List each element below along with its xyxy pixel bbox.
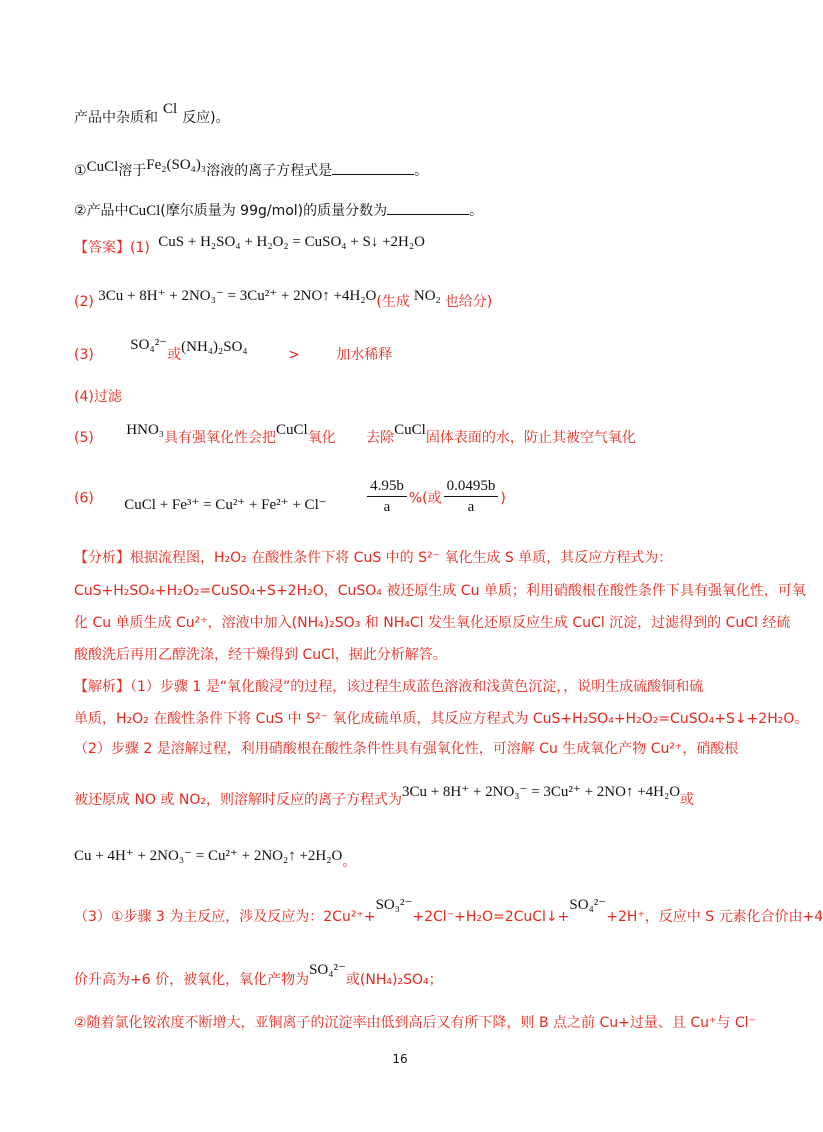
answer-item-2: (2): [74, 294, 94, 310]
explain-line-2: [74, 709, 808, 729]
fraction-1-numerator: 4.95b: [367, 476, 407, 497]
intro-text-a: 产品中杂质和: [74, 110, 158, 126]
intro-line: [74, 101, 230, 128]
explain-text-4b: 或: [680, 792, 695, 808]
note2-b: 也给分): [444, 294, 493, 310]
close-paren: ): [500, 490, 506, 507]
equation-6: CuCl + Fe³⁺ = Cu²⁺ + Fe²⁺ + Cl⁻: [124, 496, 327, 513]
explain-equation-b: Cu + 4H⁺ + 2NO₃⁻ = Cu²⁺ + 2NO₂↑ +2H₂O: [74, 848, 343, 864]
formula-so4-b: SO₄²⁻: [569, 897, 607, 913]
formula-cucl-5b: CuCl: [394, 422, 426, 438]
explain-text-7b: 或(NH₄)₂SO₄；: [345, 972, 443, 988]
explain-equation-a: 3Cu + 8H⁺ + 2NO₃⁻ = 3Cu²⁺ + 2NO↑ +4H₂O: [401, 784, 681, 800]
explain-text-1: （1）步骤 1 是“氧化酸浸”的过程，该过程生成蓝色溶液和浅黄色沉淀，，说明生成硫酸铜和硫: [130, 679, 704, 695]
analysis-line-1: [74, 548, 672, 568]
page-number: 16: [392, 1052, 408, 1066]
t5-d: 固体表面的水，防止其被空气氧化: [425, 430, 636, 446]
q2-text-a: 产品中: [86, 203, 129, 219]
fraction-2: [444, 476, 499, 517]
answer-line-6: [74, 478, 506, 519]
answer-line-1: [74, 234, 425, 258]
q1-text-b: 溶液的离子方程式是: [206, 163, 333, 179]
analysis-line-2: [74, 581, 806, 601]
analysis-label: 【分析】: [74, 550, 130, 566]
formula-fe2so43: Fe₂(SO₄)₃: [146, 157, 207, 173]
answer-item-1: (1): [130, 240, 150, 256]
explain-line-3: [74, 739, 738, 759]
explain-text-4a: 被还原成 NO 或 NO₂，则溶解时反应的离子方程式为: [74, 792, 402, 808]
answer-line-4: [74, 387, 122, 407]
explain-text-3: （2）步骤 2 是溶解过程，利用硝酸根在酸性条件性具有强氧化性，可溶解 Cu 生成氧化产物 Cu²⁺，硝酸根: [74, 741, 739, 757]
t5-a: 具有强氧化性会把: [164, 430, 277, 446]
explain-line-1: [74, 677, 703, 697]
analysis-line-4: [74, 645, 447, 665]
explain-text-6b: +2Cl⁻+H₂O=2CuCl↓+: [412, 909, 570, 925]
formula-cl: Cl: [163, 101, 178, 117]
q1-text-c: 。: [414, 163, 429, 179]
q1-text-a: 溶于: [118, 163, 147, 179]
answer-item-4: (4)过滤: [74, 389, 122, 405]
analysis-text-3: 化 Cu 单质生成 Cu²⁺，溶液中加入(NH₄)₂SO₃ 和 NH₄Cl 发生氧化还原反应生成 CuCl 沉淀，过滤得到的 CuCl 经硫: [74, 615, 791, 631]
equation-1: CuS + H₂SO₄ + H₂O₂ = CuSO₄ + S↓ +2H₂O: [158, 234, 425, 250]
fraction-2-numerator: 0.0495b: [444, 476, 499, 497]
formula-so3: SO₃²⁻: [375, 897, 413, 913]
greater-than: >: [288, 347, 300, 363]
answer-blank-1: [332, 160, 414, 175]
formula-nh4-2so4: (NH₄)₂SO₄: [181, 339, 248, 355]
explain-line-8: [74, 1013, 756, 1033]
formula-cucl-2: CuCl: [128, 203, 161, 219]
formula-so4: SO₄²⁻: [130, 337, 168, 353]
answer-item-3: (3): [74, 347, 94, 363]
formula-cucl-5a: CuCl: [276, 422, 308, 438]
q2-text-c: 。: [469, 203, 484, 219]
t5-c: 去除: [366, 430, 395, 446]
t5-b: 氧化: [307, 430, 336, 446]
analysis-line-3: [74, 613, 790, 633]
q2-circ: ②: [74, 203, 87, 219]
percent-or: %(或: [408, 490, 442, 507]
intro-text-b: 反应)。: [182, 110, 230, 126]
formula-so4-c: SO₄²⁻: [309, 962, 346, 978]
answer-label: 【答案】: [74, 240, 130, 256]
fraction-1: [367, 476, 407, 517]
explain-line-6: [74, 897, 823, 927]
analysis-text-4: 酸酸洗后再用乙醇洗涤，经干燥得到 CuCl，据此分析解答。: [74, 647, 447, 663]
explain-text-7a: 价升高为+6 价，被氧化，氧化产物为: [74, 972, 310, 988]
analysis-text-2: CuS+H₂SO₄+H₂O₂=CuSO₄+S+2H₂O，CuSO₄ 被还原生成 Cu 单质；利用硝酸根在酸性条件下具有强氧化性，可氧: [74, 583, 806, 599]
analysis-text-1: 根据流程图，H₂O₂ 在酸性条件下将 CuS 中的 S²⁻ 氧化生成 S 单质，其反应方程式为：: [130, 550, 673, 566]
question-1: [74, 157, 429, 181]
formula-hno3: HNO₃: [126, 422, 165, 438]
answer-line-2: [74, 288, 493, 312]
explain-text-6a: （3）①步骤 3 为主反应，涉及反应为：2Cu²⁺+: [74, 909, 376, 925]
answer-item-6: (6): [74, 490, 94, 507]
explain-line-4: [74, 784, 695, 810]
question-2: [74, 200, 483, 221]
explain-line-5: [74, 846, 357, 870]
answer-line-5: [74, 422, 636, 448]
equation-2: 3Cu + 8H⁺ + 2NO₃⁻ = 3Cu²⁺ + 2NO↑ +4H₂O: [98, 288, 377, 304]
answer-blank-2: [387, 200, 469, 215]
or-text-3: 或: [167, 347, 182, 363]
explain-line-7: [74, 962, 443, 990]
formula-no2: NO₂: [413, 288, 441, 304]
q1-circ: ①: [74, 163, 87, 179]
explain-label: 【解析】: [74, 679, 130, 695]
note2-a: (生成: [376, 294, 410, 310]
q2-text-b: (摩尔质量为 99g/mol)的质量分数为: [160, 203, 388, 219]
answer-item-5: (5): [74, 430, 94, 446]
fraction-2-denominator: a: [467, 499, 475, 515]
explain-text-8: ②随着氯化铵浓度不断增大，亚铜离子的沉淀率由低到高后又有所下降，则 B 点之前 Cu+过量、且 Cu⁺与 Cl⁻: [74, 1015, 756, 1031]
dilute-text: 加水稀释: [336, 347, 393, 363]
explain-text-5b: 。: [342, 854, 357, 870]
fraction-1-denominator: a: [383, 499, 391, 515]
explain-text-6c: +2H⁺，反应中 S 元素化合价由+4: [606, 909, 823, 925]
explain-text-2: 单质，H₂O₂ 在酸性条件下将 CuS 中 S²⁻ 氧化成硫单质，其反应方程式为 CuS+H₂SO₄+H₂O₂=CuSO₄+S↓+2H₂O。: [74, 711, 809, 727]
answer-line-3: [74, 337, 393, 365]
formula-cucl: CuCl: [86, 159, 119, 175]
